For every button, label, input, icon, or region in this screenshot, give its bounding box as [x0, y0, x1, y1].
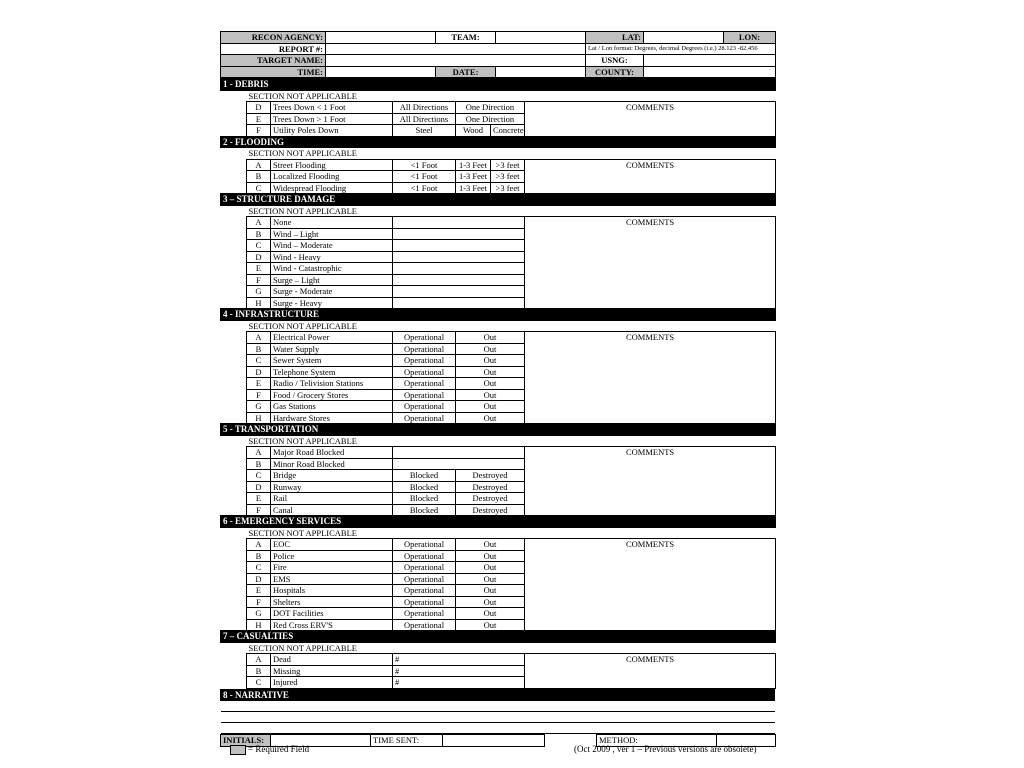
flooding-not-applicable[interactable]: SECTION NOT APPLICABLE [248, 148, 357, 158]
row-label: Injured [271, 677, 393, 689]
option-1[interactable]: Operational [393, 332, 456, 344]
row-code: B [247, 458, 271, 470]
narrative-line-3[interactable] [221, 723, 775, 734]
count-field[interactable]: # [393, 654, 525, 666]
empty-field[interactable] [393, 251, 525, 263]
count-field[interactable]: # [393, 677, 525, 689]
casualties-comments[interactable]: COMMENTS [525, 654, 776, 689]
casualties-not-applicable[interactable]: SECTION NOT APPLICABLE [248, 642, 357, 653]
table-row [221, 654, 776, 666]
initials-label: INITIALS: [221, 735, 271, 747]
time-label: TIME: [221, 66, 326, 78]
row-label: Surge - Moderate [271, 286, 393, 298]
empty-field[interactable] [393, 458, 525, 470]
table-row [221, 447, 776, 459]
lon-label: LON: [724, 32, 776, 44]
empty-field[interactable] [393, 286, 525, 298]
debris-comments[interactable]: COMMENTS [525, 102, 776, 137]
row-label: Trees Down < 1 Foot [271, 102, 393, 114]
infrastructure-comments[interactable]: COMMENTS [525, 332, 776, 424]
row-code: D [247, 102, 271, 114]
row-label: EMS [271, 573, 393, 585]
row-code: E [247, 263, 271, 275]
row-code: G [247, 608, 271, 620]
infrastructure-section-title: 4 - INFRASTRUCTURE [221, 309, 776, 321]
option-2[interactable]: Destroyed [456, 470, 525, 482]
row-label: Water Supply [271, 343, 393, 355]
option-2[interactable]: Out [456, 562, 525, 574]
row-code: G [247, 286, 271, 298]
option-1[interactable]: <1 Foot [393, 159, 456, 171]
option-2[interactable]: Out [456, 389, 525, 401]
report-label: REPORT #: [221, 43, 326, 55]
row-label: None [271, 217, 393, 229]
row-label: Food / Grocery Stores [271, 389, 393, 401]
empty-field[interactable] [393, 447, 525, 459]
row-code: A [247, 654, 271, 666]
team-label: TEAM: [436, 32, 496, 44]
lat-label: LAT: [586, 32, 644, 44]
row-label: Wind – Light [271, 228, 393, 240]
option-2[interactable]: Out [456, 401, 525, 413]
usng-label: USNG: [586, 55, 644, 67]
row-label: Localized Flooding [271, 171, 393, 183]
option-1[interactable]: Operational [393, 573, 456, 585]
row-label: Police [271, 550, 393, 562]
option-2[interactable]: Destroyed [456, 504, 525, 516]
team-field[interactable] [496, 32, 586, 44]
emergency-section-title: 6 - EMERGENCY SERVICES [221, 516, 776, 528]
option-1[interactable]: Blocked [393, 504, 456, 516]
county-label: COUNTY: [586, 66, 644, 78]
casualties-section-title: 7 – CASUALTIES [221, 631, 776, 643]
option-2[interactable]: Out [456, 550, 525, 562]
transportation-comments[interactable]: COMMENTS [525, 447, 776, 516]
row-label: DOT Facilities [271, 608, 393, 620]
option-2[interactable]: Out [456, 596, 525, 608]
narrative-title: 8 - NARRATIVE [221, 689, 775, 701]
row-code: B [247, 665, 271, 677]
required-field-swatch [230, 745, 246, 755]
option-2[interactable]: Out [456, 332, 525, 344]
option-2[interactable]: Out [456, 619, 525, 631]
legend-text: = Required Field [248, 744, 310, 754]
row-code: H [247, 619, 271, 631]
option-1[interactable]: Blocked [393, 481, 456, 493]
row-code: C [247, 182, 271, 194]
row-label: Street Flooding [271, 159, 393, 171]
option-2[interactable]: Out [456, 343, 525, 355]
structure-section-title: 3 – STRUCTURE DAMAGE [221, 194, 776, 206]
table-row [221, 539, 776, 551]
report-field[interactable] [326, 43, 586, 55]
row-label: Gas Stations [271, 401, 393, 413]
legend [230, 744, 309, 755]
option-2[interactable]: Out [456, 539, 525, 551]
row-label: Runway [271, 481, 393, 493]
option-1[interactable]: All Directions [393, 102, 456, 114]
option-1[interactable]: Operational [393, 596, 456, 608]
row-code: A [247, 217, 271, 229]
row-label: Hardware Stores [271, 412, 393, 424]
option-1[interactable]: Operational [393, 585, 456, 597]
row-code: A [247, 447, 271, 459]
row-code: C [247, 470, 271, 482]
option-2[interactable]: Out [456, 608, 525, 620]
row-label: Dead [271, 654, 393, 666]
flooding-section-title: 2 - FLOODING [221, 136, 776, 148]
usng-field[interactable] [644, 55, 776, 67]
empty-field[interactable] [393, 217, 525, 229]
option-2[interactable]: Wood [456, 125, 491, 137]
row-code: B [247, 550, 271, 562]
method-label: METHOD: [597, 735, 717, 747]
row-code: E [247, 378, 271, 390]
row-code: F [247, 389, 271, 401]
row-label: Major Road Blocked [271, 447, 393, 459]
county-field[interactable] [644, 66, 776, 78]
row-label: Hospitals [271, 585, 393, 597]
narrative-line-2[interactable] [221, 712, 775, 723]
option-1[interactable]: Operational [393, 608, 456, 620]
row-label: Telephone System [271, 366, 393, 378]
row-label: Utility Poles Down [271, 125, 393, 137]
row-code: D [247, 573, 271, 585]
empty-field[interactable] [393, 240, 525, 252]
count-field[interactable]: # [393, 665, 525, 677]
row-code: F [247, 596, 271, 608]
option-1[interactable]: Operational [393, 539, 456, 551]
row-label: Radio / Telivision Stations [271, 378, 393, 390]
row-label: Surge – Light [271, 274, 393, 286]
row-label: Shelters [271, 596, 393, 608]
option-3[interactable]: Concrete [491, 125, 525, 137]
latlon-format-note: Lat / Lon format: Degrees, decimal Degrees (i.e.) 28.123 -82.456 [586, 43, 776, 55]
row-label: Bridge [271, 470, 393, 482]
target-name-label: TARGET NAME: [221, 55, 326, 67]
option-3[interactable]: >3 feet [491, 182, 525, 194]
option-2[interactable]: 1-3 Feet [456, 159, 491, 171]
row-code: E [247, 493, 271, 505]
option-2[interactable]: Destroyed [456, 493, 525, 505]
emergency-not-applicable[interactable]: SECTION NOT APPLICABLE [248, 527, 357, 538]
debris-not-applicable[interactable]: SECTION NOT APPLICABLE [248, 90, 357, 101]
row-code: F [247, 274, 271, 286]
option-3[interactable]: >3 feet [491, 159, 525, 171]
empty-field[interactable] [393, 297, 525, 309]
row-label: Minor Road Blocked [271, 458, 393, 470]
row-label: Sewer System [271, 355, 393, 367]
row-code: E [247, 113, 271, 125]
row-code: H [247, 412, 271, 424]
option-2[interactable]: Out [456, 378, 525, 390]
header-table [220, 31, 776, 78]
table-row [221, 159, 776, 171]
row-code: E [247, 585, 271, 597]
version-note: (Oct 2009 , ver 1 – Previous versions are obsolete) [574, 744, 757, 754]
option-1[interactable]: Operational [393, 343, 456, 355]
option-2[interactable]: 1-3 Feet [456, 171, 491, 183]
option-3[interactable]: >3 feet [491, 171, 525, 183]
option-2[interactable]: One Direction [456, 102, 525, 114]
row-code: A [247, 332, 271, 344]
empty-field[interactable] [393, 263, 525, 275]
option-2[interactable]: 1-3 Feet [456, 182, 491, 194]
table-row [221, 217, 776, 229]
recon-agency-field[interactable] [326, 32, 436, 44]
narrative-line-1[interactable] [221, 701, 775, 712]
sections-table [220, 78, 776, 689]
time-sent-label: TIME SENT: [371, 735, 443, 747]
row-code: H [247, 297, 271, 309]
option-1[interactable]: All Directions [393, 113, 456, 125]
row-code: C [247, 677, 271, 689]
recon-agency-label: RECON AGENCY: [221, 32, 326, 44]
row-code: A [247, 539, 271, 551]
date-label: DATE: [436, 66, 496, 78]
option-1[interactable]: Steel [393, 125, 456, 137]
row-code: D [247, 366, 271, 378]
row-code: G [247, 401, 271, 413]
time-sent-field[interactable] [443, 735, 545, 747]
option-1[interactable]: Operational [393, 355, 456, 367]
option-1[interactable]: <1 Foot [393, 182, 456, 194]
transportation-not-applicable[interactable]: SECTION NOT APPLICABLE [248, 435, 357, 446]
option-1[interactable]: Operational [393, 389, 456, 401]
option-1[interactable]: Operational [393, 378, 456, 390]
option-1[interactable]: Operational [393, 619, 456, 631]
option-2[interactable]: Out [456, 355, 525, 367]
row-code: A [247, 159, 271, 171]
option-2[interactable]: One Direction [456, 113, 525, 125]
flooding-comments[interactable]: COMMENTS [525, 159, 776, 194]
target-name-field[interactable] [326, 55, 586, 67]
date-field[interactable] [496, 66, 586, 78]
time-field[interactable] [326, 66, 436, 78]
option-2[interactable]: Out [456, 366, 525, 378]
option-1[interactable]: Blocked [393, 470, 456, 482]
option-1[interactable]: Blocked [393, 493, 456, 505]
row-code: B [247, 171, 271, 183]
row-label: Rail [271, 493, 393, 505]
row-code: C [247, 355, 271, 367]
row-code: D [247, 251, 271, 263]
transportation-section-title: 5 - TRANSPORTATION [221, 424, 776, 436]
option-2[interactable]: Out [456, 573, 525, 585]
option-2[interactable]: Out [456, 585, 525, 597]
empty-field[interactable] [393, 228, 525, 240]
row-code: D [247, 481, 271, 493]
recon-report-form [220, 31, 775, 747]
row-code: B [247, 228, 271, 240]
row-code: F [247, 125, 271, 137]
row-label: Surge - Heavy [271, 297, 393, 309]
row-code: F [247, 504, 271, 516]
option-1[interactable]: Operational [393, 562, 456, 574]
row-label: Widespread Flooding [271, 182, 393, 194]
emergency-comments[interactable]: COMMENTS [525, 539, 776, 631]
option-1[interactable]: Operational [393, 412, 456, 424]
row-label: Wind - Catastrophic [271, 263, 393, 275]
option-1[interactable]: Operational [393, 401, 456, 413]
infrastructure-not-applicable[interactable]: SECTION NOT APPLICABLE [248, 320, 357, 331]
row-code: B [247, 343, 271, 355]
option-2[interactable]: Out [456, 412, 525, 424]
option-2[interactable]: Destroyed [456, 481, 525, 493]
option-1[interactable]: Operational [393, 366, 456, 378]
debris-section-title: 1 - DEBRIS [221, 79, 776, 91]
structure-not-applicable[interactable]: SECTION NOT APPLICABLE [248, 205, 357, 216]
empty-field[interactable] [393, 274, 525, 286]
option-1[interactable]: Operational [393, 550, 456, 562]
row-label: Red Cross ERV'S [271, 619, 393, 631]
row-label: Electrical Power [271, 332, 393, 344]
option-1[interactable]: <1 Foot [393, 171, 456, 183]
table-row [221, 102, 776, 114]
row-label: Wind – Moderate [271, 240, 393, 252]
row-code: C [247, 562, 271, 574]
row-label: EOC [271, 539, 393, 551]
row-label: Wind - Heavy [271, 251, 393, 263]
structure-comments[interactable]: COMMENTS [525, 217, 776, 309]
row-code: C [247, 240, 271, 252]
row-label: Canal [271, 504, 393, 516]
lat-field[interactable] [644, 32, 724, 44]
narrative-table [220, 689, 775, 735]
row-label: Fire [271, 562, 393, 574]
row-label: Missing [271, 665, 393, 677]
row-label: Trees Down > 1 Foot [271, 113, 393, 125]
table-row [221, 332, 776, 344]
